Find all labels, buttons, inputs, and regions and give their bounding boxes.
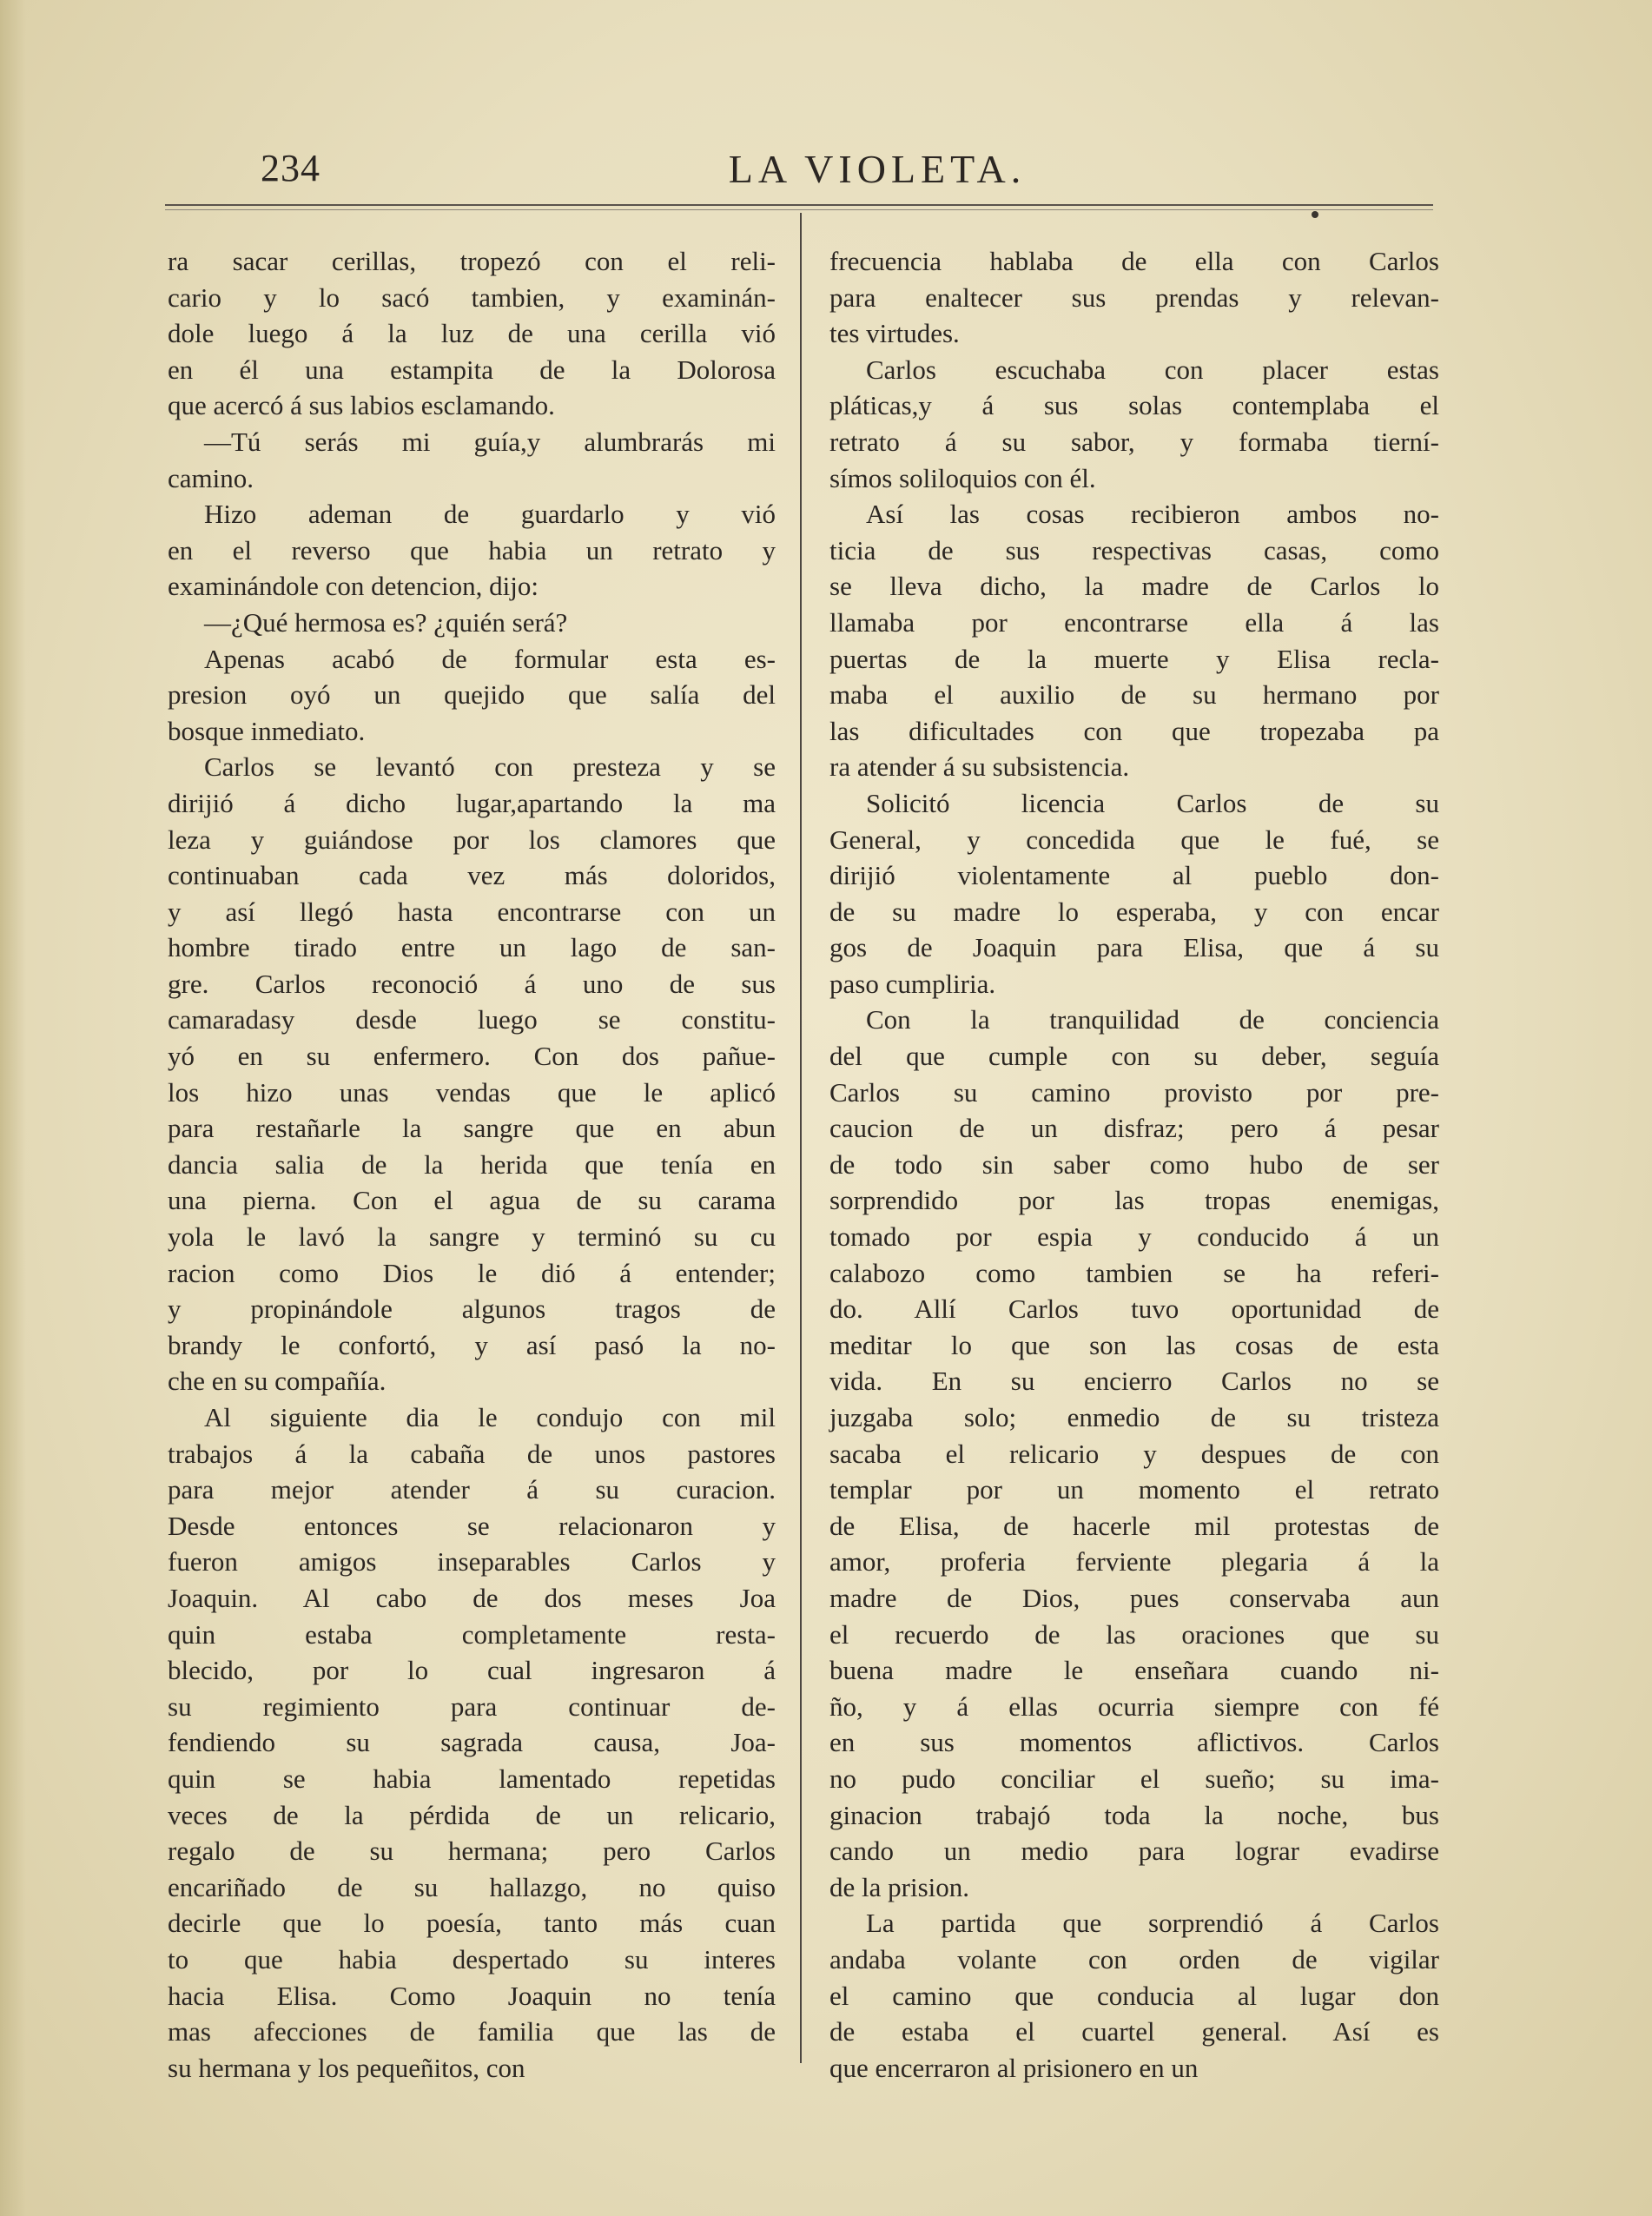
text-line: blecido, por lo cual ingresaron á bbox=[168, 1655, 776, 1686]
text-line: meditar lo que son las cosas de esta bbox=[829, 1329, 1439, 1360]
text-line: que encerraron al prisionero en un bbox=[829, 2052, 1199, 2083]
text-line: do. Allí Carlos tuvo oportunidad de bbox=[829, 1293, 1439, 1325]
text-line: Carlos su camino provisto por pre- bbox=[829, 1076, 1439, 1108]
left-column bbox=[168, 243, 776, 2086]
text-line: frecuencia hablaba de ella con Carlos bbox=[829, 246, 1439, 276]
text-line: no pudo conciliar el sueño; su ima- bbox=[829, 1763, 1439, 1794]
text-line: ño, y á ellas ocurria siempre con fé bbox=[829, 1690, 1439, 1722]
text-line: en sus momentos aflictivos. Carlos bbox=[829, 1727, 1439, 1758]
text-line: encariñado de su hallazgo, no quiso bbox=[168, 1871, 776, 1902]
column-divider bbox=[800, 213, 802, 2063]
text-line: yó en su enfermero. Con dos pañue- bbox=[168, 1041, 776, 1072]
text-line: decirle que lo poesía, tanto más cuan bbox=[168, 1908, 776, 1939]
text-line: retrato á su sabor, y formaba tierní- bbox=[829, 426, 1439, 457]
text-line: símos soliloquios con él. bbox=[829, 462, 1096, 493]
text-line: fendiendo su sagrada causa, Joa- bbox=[168, 1727, 776, 1758]
text-line: ginacion trabajó toda la noche, bus bbox=[829, 1799, 1439, 1830]
text-line: para enaltecer sus prendas y relevan- bbox=[829, 281, 1439, 313]
text-line: Carlos escuchaba con placer estas bbox=[866, 354, 1439, 385]
text-line: juzgaba solo; enmedio de su tristeza bbox=[829, 1402, 1439, 1432]
text-line: Hizo ademan de guardarlo y vió bbox=[204, 499, 776, 530]
text-line: yola le lavó la sangre y terminó su cu bbox=[168, 1221, 776, 1253]
text-line: buena madre le enseñara cuando ni- bbox=[829, 1655, 1439, 1686]
text-line: examinándole con detencion, dijo: bbox=[168, 571, 539, 602]
text-line: de la prision. bbox=[829, 1871, 969, 1902]
text-line: el camino que conducia al lugar don bbox=[829, 1980, 1439, 2011]
text-line: Con la tranquilidad de conciencia bbox=[866, 1004, 1439, 1035]
text-line: presion oyó un quejido que salía del bbox=[168, 679, 776, 711]
text-line: General, y concedida que le fué, se bbox=[829, 824, 1439, 855]
text-line: Desde entonces se relacionaron y bbox=[168, 1510, 776, 1541]
text-line: gos de Joaquin para Elisa, que á su bbox=[829, 932, 1439, 963]
text-line: camaradasy desde luego se constitu- bbox=[168, 1004, 776, 1035]
text-line: quin estaba completamente resta- bbox=[168, 1618, 776, 1650]
text-line: fueron amigos inseparables Carlos y bbox=[168, 1546, 776, 1578]
text-line: che en su compañía. bbox=[168, 1366, 387, 1397]
text-line: y así llegó hasta encontrarse con un bbox=[168, 896, 776, 927]
text-line: mas afecciones de familia que las de bbox=[168, 2016, 776, 2047]
running-title: LA VIOLETA. bbox=[728, 147, 1027, 191]
text-line: de Elisa, de hacerle mil protestas de bbox=[829, 1510, 1439, 1541]
text-line: —Tú serás mi guía,y alumbrarás mi bbox=[204, 426, 776, 457]
text-line: calabozo como tambien se ha referi- bbox=[829, 1257, 1439, 1288]
page-header bbox=[165, 146, 1433, 207]
text-line: racion como Dios le dió á entender; bbox=[168, 1257, 776, 1288]
text-line: pláticas,y á sus solas contemplaba el bbox=[829, 390, 1439, 421]
text-line: Así las cosas recibieron ambos no- bbox=[866, 499, 1439, 530]
text-line: su regimiento para continuar de- bbox=[168, 1690, 776, 1722]
text-line: camino. bbox=[168, 462, 254, 493]
text-line: que acercó á sus labios esclamando. bbox=[168, 390, 555, 421]
text-line: to que habia despertado su interes bbox=[168, 1943, 776, 1975]
text-line: de todo sin saber como hubo de ser bbox=[829, 1148, 1439, 1180]
text-line: dirijió á dicho lugar,apartando la ma bbox=[168, 787, 776, 818]
text-line: —¿Qué hermosa es? ¿quién será? bbox=[204, 606, 568, 638]
text-line: sacaba el relicario y despues de con bbox=[829, 1438, 1439, 1469]
text-line: dole luego á la luz de una cerilla vió bbox=[168, 318, 776, 349]
text-line: brandy le confortó, y así pasó la no- bbox=[168, 1329, 776, 1360]
text-line: La partida que sorprendió á Carlos bbox=[866, 1908, 1439, 1939]
text-line: Al siguiente dia le condujo con mil bbox=[204, 1402, 776, 1432]
text-line: Solicitó licencia Carlos de su bbox=[866, 787, 1439, 818]
text-line: amor, proferia ferviente plegaria á la bbox=[829, 1546, 1439, 1578]
text-line: maba el auxilio de su hermano por bbox=[829, 679, 1439, 711]
text-line: hombre tirado entre un lago de san- bbox=[168, 932, 776, 963]
text-line: cario y lo sacó tambien, y examinán- bbox=[168, 281, 776, 313]
text-line: bosque inmediato. bbox=[168, 715, 366, 746]
text-line: se lleva dicho, la madre de Carlos lo bbox=[829, 571, 1439, 602]
page-edge-shadow bbox=[0, 0, 26, 2216]
text-line: paso cumpliria. bbox=[829, 968, 996, 999]
text-line: Carlos se levantó con presteza y se bbox=[204, 751, 776, 783]
text-line: vida. En su encierro Carlos no se bbox=[829, 1366, 1439, 1397]
ink-dot bbox=[1312, 211, 1318, 218]
text-line: una pierna. Con el agua de su carama bbox=[168, 1185, 776, 1216]
text-line: caucion de un disfraz; pero á pesar bbox=[829, 1113, 1439, 1144]
text-line: Joaquin. Al cabo de dos meses Joa bbox=[168, 1582, 776, 1613]
text-line: llamaba por encontrarse ella á las bbox=[829, 606, 1439, 638]
text-line: su hermana y los pequeñitos, con bbox=[168, 2052, 525, 2083]
text-line: trabajos á la cabaña de unos pastores bbox=[168, 1438, 776, 1469]
text-line: de estaba el cuartel general. Así es bbox=[829, 2016, 1439, 2047]
text-line: hacia Elisa. Como Joaquin no tenía bbox=[168, 1980, 776, 2011]
text-line: dirijió violentamente al pueblo don- bbox=[829, 860, 1439, 891]
text-line: madre de Dios, pues conservaba aun bbox=[829, 1582, 1439, 1613]
text-line: en él una estampita de la Dolorosa bbox=[168, 354, 776, 385]
right-column bbox=[829, 243, 1439, 2086]
page-number: 234 bbox=[261, 147, 320, 189]
text-line: tomado por espia y conducido á un bbox=[829, 1221, 1439, 1253]
text-line: sorprendido por las tropas enemigas, bbox=[829, 1185, 1439, 1216]
text-line: tes virtudes. bbox=[829, 318, 960, 349]
text-line: los hizo unas vendas que le aplicó bbox=[168, 1076, 776, 1108]
text-line: regalo de su hermana; pero Carlos bbox=[168, 1836, 776, 1867]
text-line: andaba volante con orden de vigilar bbox=[829, 1943, 1439, 1975]
text-line: cando un medio para lograr evadirse bbox=[829, 1836, 1439, 1867]
text-line: de su madre lo esperaba, y con encar bbox=[829, 896, 1439, 927]
text-line: en el reverso que habia un retrato y bbox=[168, 534, 776, 566]
text-line: quin se habia lamentado repetidas bbox=[168, 1763, 776, 1794]
text-line: puertas de la muerte y Elisa recla- bbox=[829, 643, 1439, 674]
text-line: leza y guiándose por los clamores que bbox=[168, 824, 776, 855]
text-line: ra sacar cerillas, tropezó con el reli- bbox=[168, 246, 776, 276]
text-line: del que cumple con su deber, seguía bbox=[829, 1041, 1439, 1072]
text-line: las dificultades con que tropezaba pa bbox=[829, 715, 1439, 746]
text-line: continuaban cada vez más doloridos, bbox=[168, 860, 776, 891]
text-line: gre. Carlos reconoció á uno de sus bbox=[168, 968, 776, 999]
text-line: templar por un momento el retrato bbox=[829, 1474, 1439, 1505]
text-line: el recuerdo de las oraciones que su bbox=[829, 1618, 1439, 1650]
text-line: dancia salia de la herida que tenía en bbox=[168, 1148, 776, 1180]
header-rule bbox=[165, 204, 1433, 210]
text-line: ticia de sus respectivas casas, como bbox=[829, 534, 1439, 566]
text-line: Apenas acabó de formular esta es- bbox=[204, 643, 776, 674]
text-line: para mejor atender á su curacion. bbox=[168, 1474, 776, 1505]
text-line: para restañarle la sangre que en abun bbox=[168, 1113, 776, 1144]
text-line: veces de la pérdida de un relicario, bbox=[168, 1799, 776, 1830]
text-line: y propinándole algunos tragos de bbox=[168, 1293, 776, 1325]
text-line: ra atender á su subsistencia. bbox=[829, 751, 1130, 783]
